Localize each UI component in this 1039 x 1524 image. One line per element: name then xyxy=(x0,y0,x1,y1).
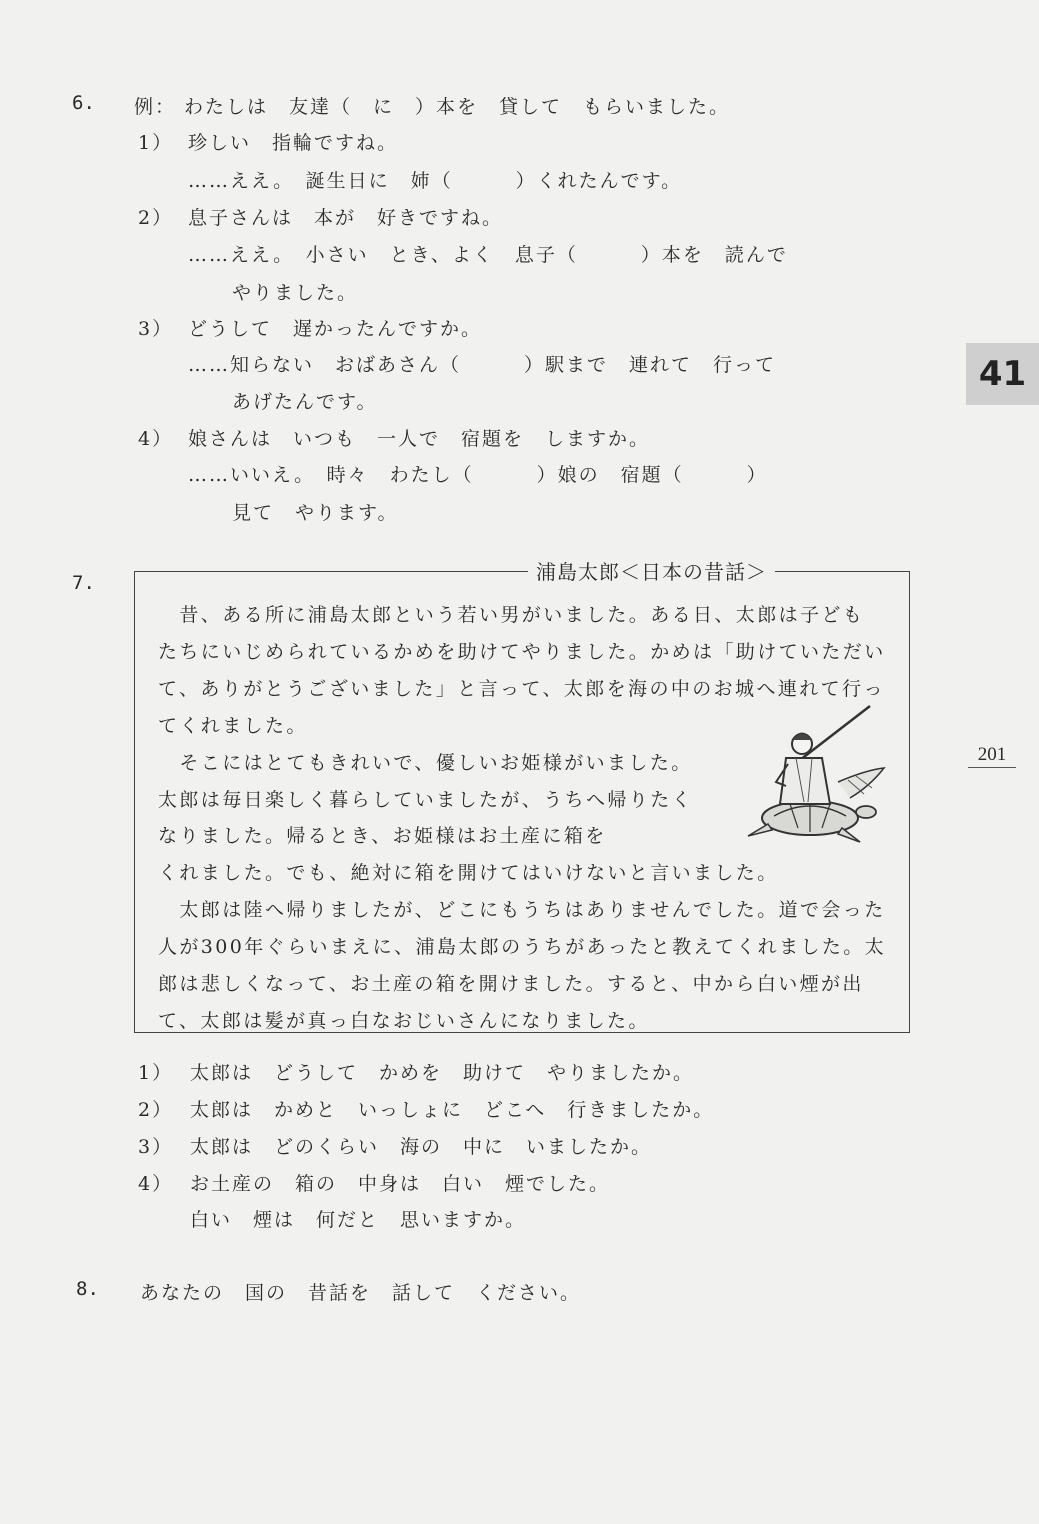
question-number: 3） xyxy=(138,1136,174,1158)
question-text: 太郎は かめと いっしょに どこへ 行きましたか。 xyxy=(190,1099,715,1121)
item-number: 2） xyxy=(138,207,174,229)
story-line: 郎は悲しくなって、お土産の箱を開けました。すると、中から白い煙が出 xyxy=(158,973,864,995)
question-text: 太郎は どうして かめを 助けて やりましたか。 xyxy=(190,1062,695,1084)
story-line: たちにいじめられているかめを助けてやりました。かめは「助けていただい xyxy=(158,641,886,663)
story-line: 太郎は陸へ帰りましたが、どこにもうちはありませんでした。道で会った xyxy=(158,899,886,921)
item-question: 娘さんは いつも 一人で 宿題を しますか。 xyxy=(188,428,651,450)
item-question: 珍しい 指輪ですね。 xyxy=(188,132,399,154)
item-answer: ……ええ。 誕生日に 姉（ ）くれたんです。 xyxy=(188,170,683,192)
urashima-turtle-illustration xyxy=(738,700,888,850)
exercise-number: 8. xyxy=(76,1278,99,1300)
question-text: お土産の 箱の 中身は 白い 煙でした。 xyxy=(190,1173,611,1195)
story-line: て、太郎は髪が真っ白なおじいさんになりました。 xyxy=(158,1010,650,1032)
question-number: 2） xyxy=(138,1099,174,1121)
story-line: て、ありがとうございました」と言って、太郎を海の中のお城へ連れて行っ xyxy=(158,678,885,700)
story-line: くれました。でも、絶対に箱を開けてはいけないと言いました。 xyxy=(158,862,779,884)
item-answer: ……いいえ。 時々 わたし（ ）娘の 宿題（ ） xyxy=(188,464,768,486)
story-line: 太郎は毎日楽しく暮らしていましたが、うちへ帰りたく xyxy=(158,789,694,811)
story-line: 昔、ある所に浦島太郎という若い男がいました。ある日、太郎は子ども xyxy=(158,604,865,626)
item-number: 3） xyxy=(138,318,174,340)
exercise-text: あなたの 国の 昔話を 話して ください。 xyxy=(140,1282,582,1304)
item-answer: ……知らない おばあさん（ ）駅まで 連れて 行って xyxy=(188,354,777,376)
question-number: 1） xyxy=(138,1062,174,1084)
item-question: 息子さんは 本が 好きですね。 xyxy=(188,207,504,229)
exercise-number: 7. xyxy=(72,572,95,594)
example-sentence: 例： わたしは 友達（ に ）本を 貸して もらいました。 xyxy=(134,96,731,118)
story-line: なりました。帰るとき、お姫様はお土産に箱を xyxy=(158,825,607,847)
chapter-tab: 41 xyxy=(966,343,1039,405)
page-number: 201 xyxy=(968,744,1016,768)
item-number: 4） xyxy=(138,428,174,450)
item-number: 1） xyxy=(138,132,174,154)
item-answer-cont: あげたんです。 xyxy=(232,391,378,413)
story-line: そこにはとてもきれいで、優しいお姫様がいました。 xyxy=(158,752,693,774)
question-number: 4） xyxy=(138,1173,174,1195)
story-title: 浦島太郎＜日本の昔話＞ xyxy=(528,556,775,585)
question-text: 太郎は どのくらい 海の 中に いましたか。 xyxy=(190,1136,653,1158)
item-answer-cont: やりました。 xyxy=(232,282,359,304)
exercise-number: 6. xyxy=(72,92,95,114)
item-answer-cont: 見て やります。 xyxy=(232,502,399,524)
story-line: 人が300年ぐらいまえに、浦島太郎のうちがあったと教えてくれました。太 xyxy=(158,936,887,958)
item-question: どうして 遅かったんですか。 xyxy=(188,318,483,340)
story-line: てくれました。 xyxy=(158,715,308,737)
question-text-cont: 白い 煙は 何だと 思いますか。 xyxy=(190,1209,527,1231)
item-answer: ……ええ。 小さい とき、よく 息子（ ）本を 読んで xyxy=(188,244,788,266)
